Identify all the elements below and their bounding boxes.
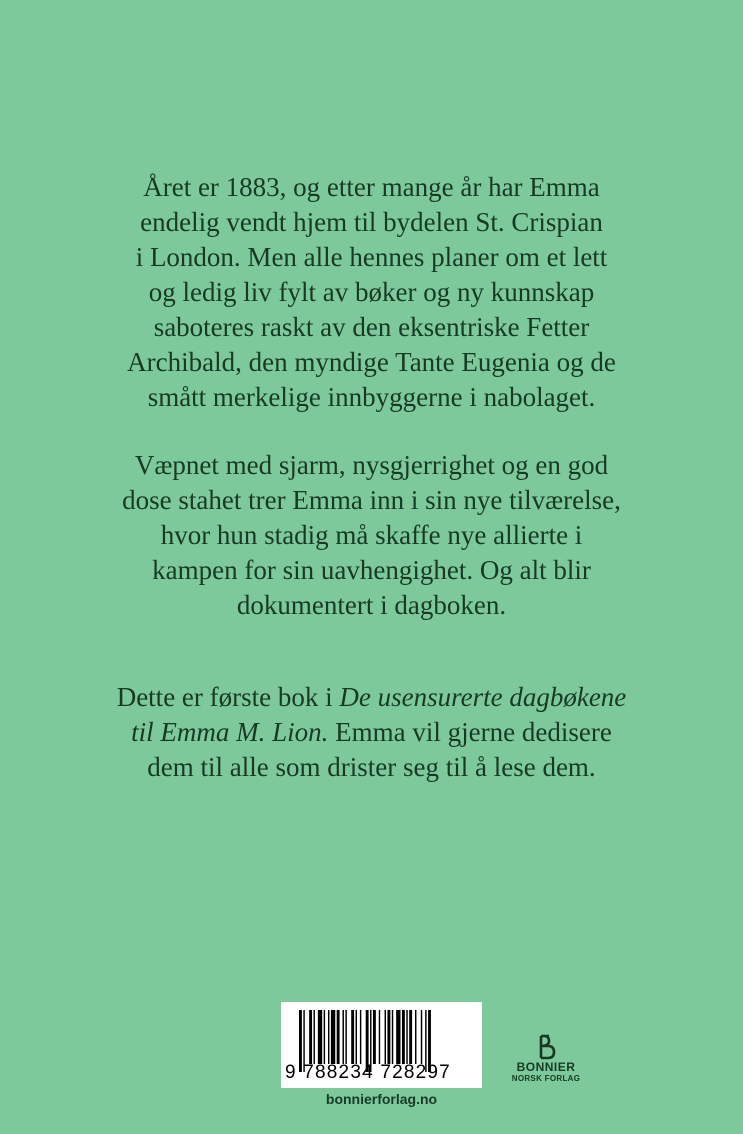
publisher-name: BONNIER [516,1060,576,1074]
blurb-line: i London. Men alle hennes planer om et lett [135,242,608,272]
barcode-bar [337,1010,340,1064]
publisher-subtitle: NORSK FORLAG [511,1074,581,1083]
series-title: De usensurerte dagbøkene [339,682,627,712]
blurb-line: Archibald, den myndige Tante Eugenia og de [127,347,616,377]
blurb-line: Året er 1883, og etter mange år har Emma [143,172,600,202]
barcode-bar [421,1010,422,1064]
barcode-bar [331,1010,335,1064]
barcode-bar [314,1010,315,1064]
series-title: til Emma M. Lion. [131,717,329,747]
blurb-paragraph-2 [0,448,743,623]
barcode-bar [356,1010,357,1064]
barcode-bar [387,1010,390,1064]
barcode-bar [396,1010,400,1064]
barcode-bar [351,1010,354,1064]
publisher-logo [496,1034,596,1084]
barcode-bar [360,1010,361,1064]
blurb-paragraph-3 [0,680,743,785]
blurb-line: endelig vendt hjem til bydelen St. Crispian [140,207,603,237]
barcode-bar [409,1010,412,1064]
blurb-line: hvor hun stadig må skaffe nye allierte i [160,520,583,550]
blurb-text: Emma vil gjerne dedisere [328,717,612,747]
barcode-bar [343,1010,344,1064]
barcode-bar [324,1010,325,1064]
blurb-paragraph-1 [0,170,743,415]
blurb-line: kampen for sin uavhengighet. Og alt blir [152,555,591,585]
blurb-line [0,680,743,715]
barcode-bar [385,1010,386,1064]
blurb-line: saboteres raskt av den eksentriske Fetter [153,312,590,342]
bonnier-logo-icon [535,1034,557,1060]
barcode-bar [309,1010,312,1064]
blurb-line [0,715,743,750]
blurb-text: Dette er første bok i [116,682,340,712]
publisher-website: bonnierforlag.no [325,1091,438,1107]
barcode-bar [406,1010,407,1064]
blurb-line: og ledig liv fylt av bøker og ny kunnskap [148,277,595,307]
barcode-bar [318,1010,322,1064]
barcode-bar [345,1010,346,1064]
barcode-bar [379,1010,380,1064]
barcode-bar [392,1010,393,1064]
blurb-line: dem til alle som drister seg til å lese dem. [147,752,596,782]
blurb-line: dose stahet trer Emma inn i sin nye tilværelse, [122,485,621,515]
blurb-line: smått merkelige innbyggerne i nabolaget. [147,382,596,412]
barcode-bar [402,1010,405,1064]
isbn-barcode [281,1002,482,1088]
barcode-bar [415,1010,416,1064]
blurb-line: dokumentert i dagboken. [236,590,507,620]
barcode-bar [373,1010,376,1064]
barcode-bar [328,1010,329,1064]
blurb-line: Væpnet med sjarm, nysgjerrighet og en god [134,450,609,480]
isbn-number: 9 788234 728297 [285,1062,451,1083]
